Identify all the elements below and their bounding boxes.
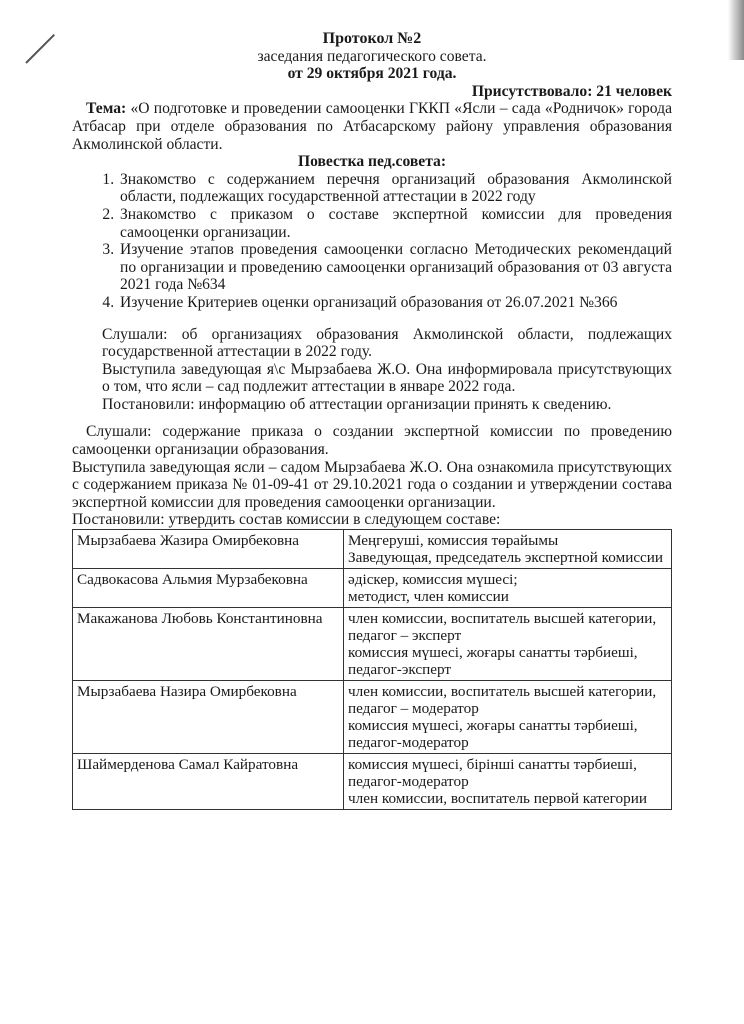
section-2 — [72, 423, 672, 529]
member-role-line: Меңгеруші, комиссия төрайымы — [348, 532, 559, 550]
section-1-speaker: Выступила заведующая я\с Мырзабаева Ж.О. Она информировала присутствующих о том, что ясли – сад подлежит аттестации в январе 2022 года. — [102, 360, 672, 396]
document-title: Протокол №2 — [322, 30, 422, 47]
document-page — [72, 30, 672, 810]
document-subtitle: заседания педагогического совета. — [257, 47, 487, 65]
table-row — [73, 608, 672, 681]
member-role — [344, 681, 672, 754]
agenda-item: 3. Изучение этапов проведения самооценки согласно Методических рекомендаций по организации и проведению самооценки организаций образования от 03 августа 2021 года №634 — [118, 241, 672, 294]
section-1-heard: Слушали: об организациях образования Акмолинской области, подлежащих государственной аттестации в 2022 году. — [102, 325, 672, 361]
member-role — [344, 530, 672, 569]
table-row — [73, 569, 672, 608]
member-role-line: әдіскер, комиссия мүшесі; — [348, 571, 518, 589]
member-role-line: методист, член комиссии — [348, 588, 509, 606]
member-role-line: член комиссии, воспитатель высшей категории, педагог – эксперт — [348, 610, 657, 645]
member-role — [344, 754, 672, 810]
section-2-resolved: Постановили: утвердить состав комиссии в следующем составе: — [72, 511, 501, 529]
member-role-line: комиссия мүшесі, бірінші санатты тәрбиеші, педагог-модератор — [348, 756, 637, 791]
table-row — [73, 681, 672, 754]
member-name: Макажанова Любовь Константиновна — [73, 608, 344, 681]
member-name: Садвокасова Альмия Мурзабековна — [73, 569, 344, 608]
agenda-item: 1. Знакомство с содержанием перечня организаций образования Акмолинской области, подлежащих государственной аттестации в 2022 году — [118, 171, 672, 206]
topic-label: Тема: — [86, 100, 127, 118]
member-role-line: член комиссии, воспитатель первой категории — [348, 790, 647, 808]
member-role-line: член комиссии, воспитатель высшей категории, педагог – модератор — [348, 683, 657, 718]
agenda-list — [72, 171, 672, 312]
table-row — [73, 754, 672, 810]
table-row — [73, 530, 672, 569]
topic-paragraph — [72, 100, 672, 153]
section-1-resolved: Постановили: информацию об аттестации организации принять к сведению. — [102, 395, 612, 413]
section-1 — [72, 326, 672, 414]
topic-text: «О подготовке и проведении самооценки ГККП «Ясли – сада «Родничок» города Атбасар при отделе образования по Атбасарскому району управления образования Акмолинской области. — [72, 100, 672, 153]
section-2-speaker: Выступила заведующая ясли – садом Мырзабаева Ж.О. Она ознакомила присутствующих с содержанием приказа № 01-09-41 от 29.10.2021 года о создании и утверждении состава экспертной комиссии для проведения самооценки организации. — [72, 458, 672, 511]
member-name: Мырзабаева Жазира Омирбековна — [73, 530, 344, 569]
member-role — [344, 608, 672, 681]
section-2-heard: Слушали: содержание приказа о создании экспертной комиссии по проведению самооценки организации образования. — [72, 423, 672, 459]
member-role-line: комиссия мүшесі, жоғары санатты тәрбиеші, педагог-модератор — [348, 717, 638, 752]
member-role-line: Заведующая, председатель экспертной комиссии — [348, 549, 664, 567]
pen-stroke-mark — [25, 34, 55, 64]
commission-table — [72, 529, 672, 810]
member-name: Шаймерденова Самал Кайратовна — [73, 754, 344, 810]
agenda-item: 4. Изучение Критериев оценки организаций образования от 26.07.2021 №366 — [118, 294, 672, 312]
document-date: от 29 октября 2021 года. — [287, 65, 457, 83]
attendance-count: Присутствовало: 21 человек — [471, 82, 672, 100]
member-role-line: комиссия мүшесі, жоғары санатты тәрбиеші, педагог-эксперт — [348, 644, 638, 679]
member-role — [344, 569, 672, 608]
agenda-item: 2. Знакомство с приказом о составе экспертной комиссии для проведения самооценки организации. — [118, 206, 672, 241]
member-name: Мырзабаева Назира Омирбековна — [73, 681, 344, 754]
scan-edge-shadow — [728, 0, 744, 60]
agenda-heading: Повестка пед.совета: — [297, 153, 447, 171]
